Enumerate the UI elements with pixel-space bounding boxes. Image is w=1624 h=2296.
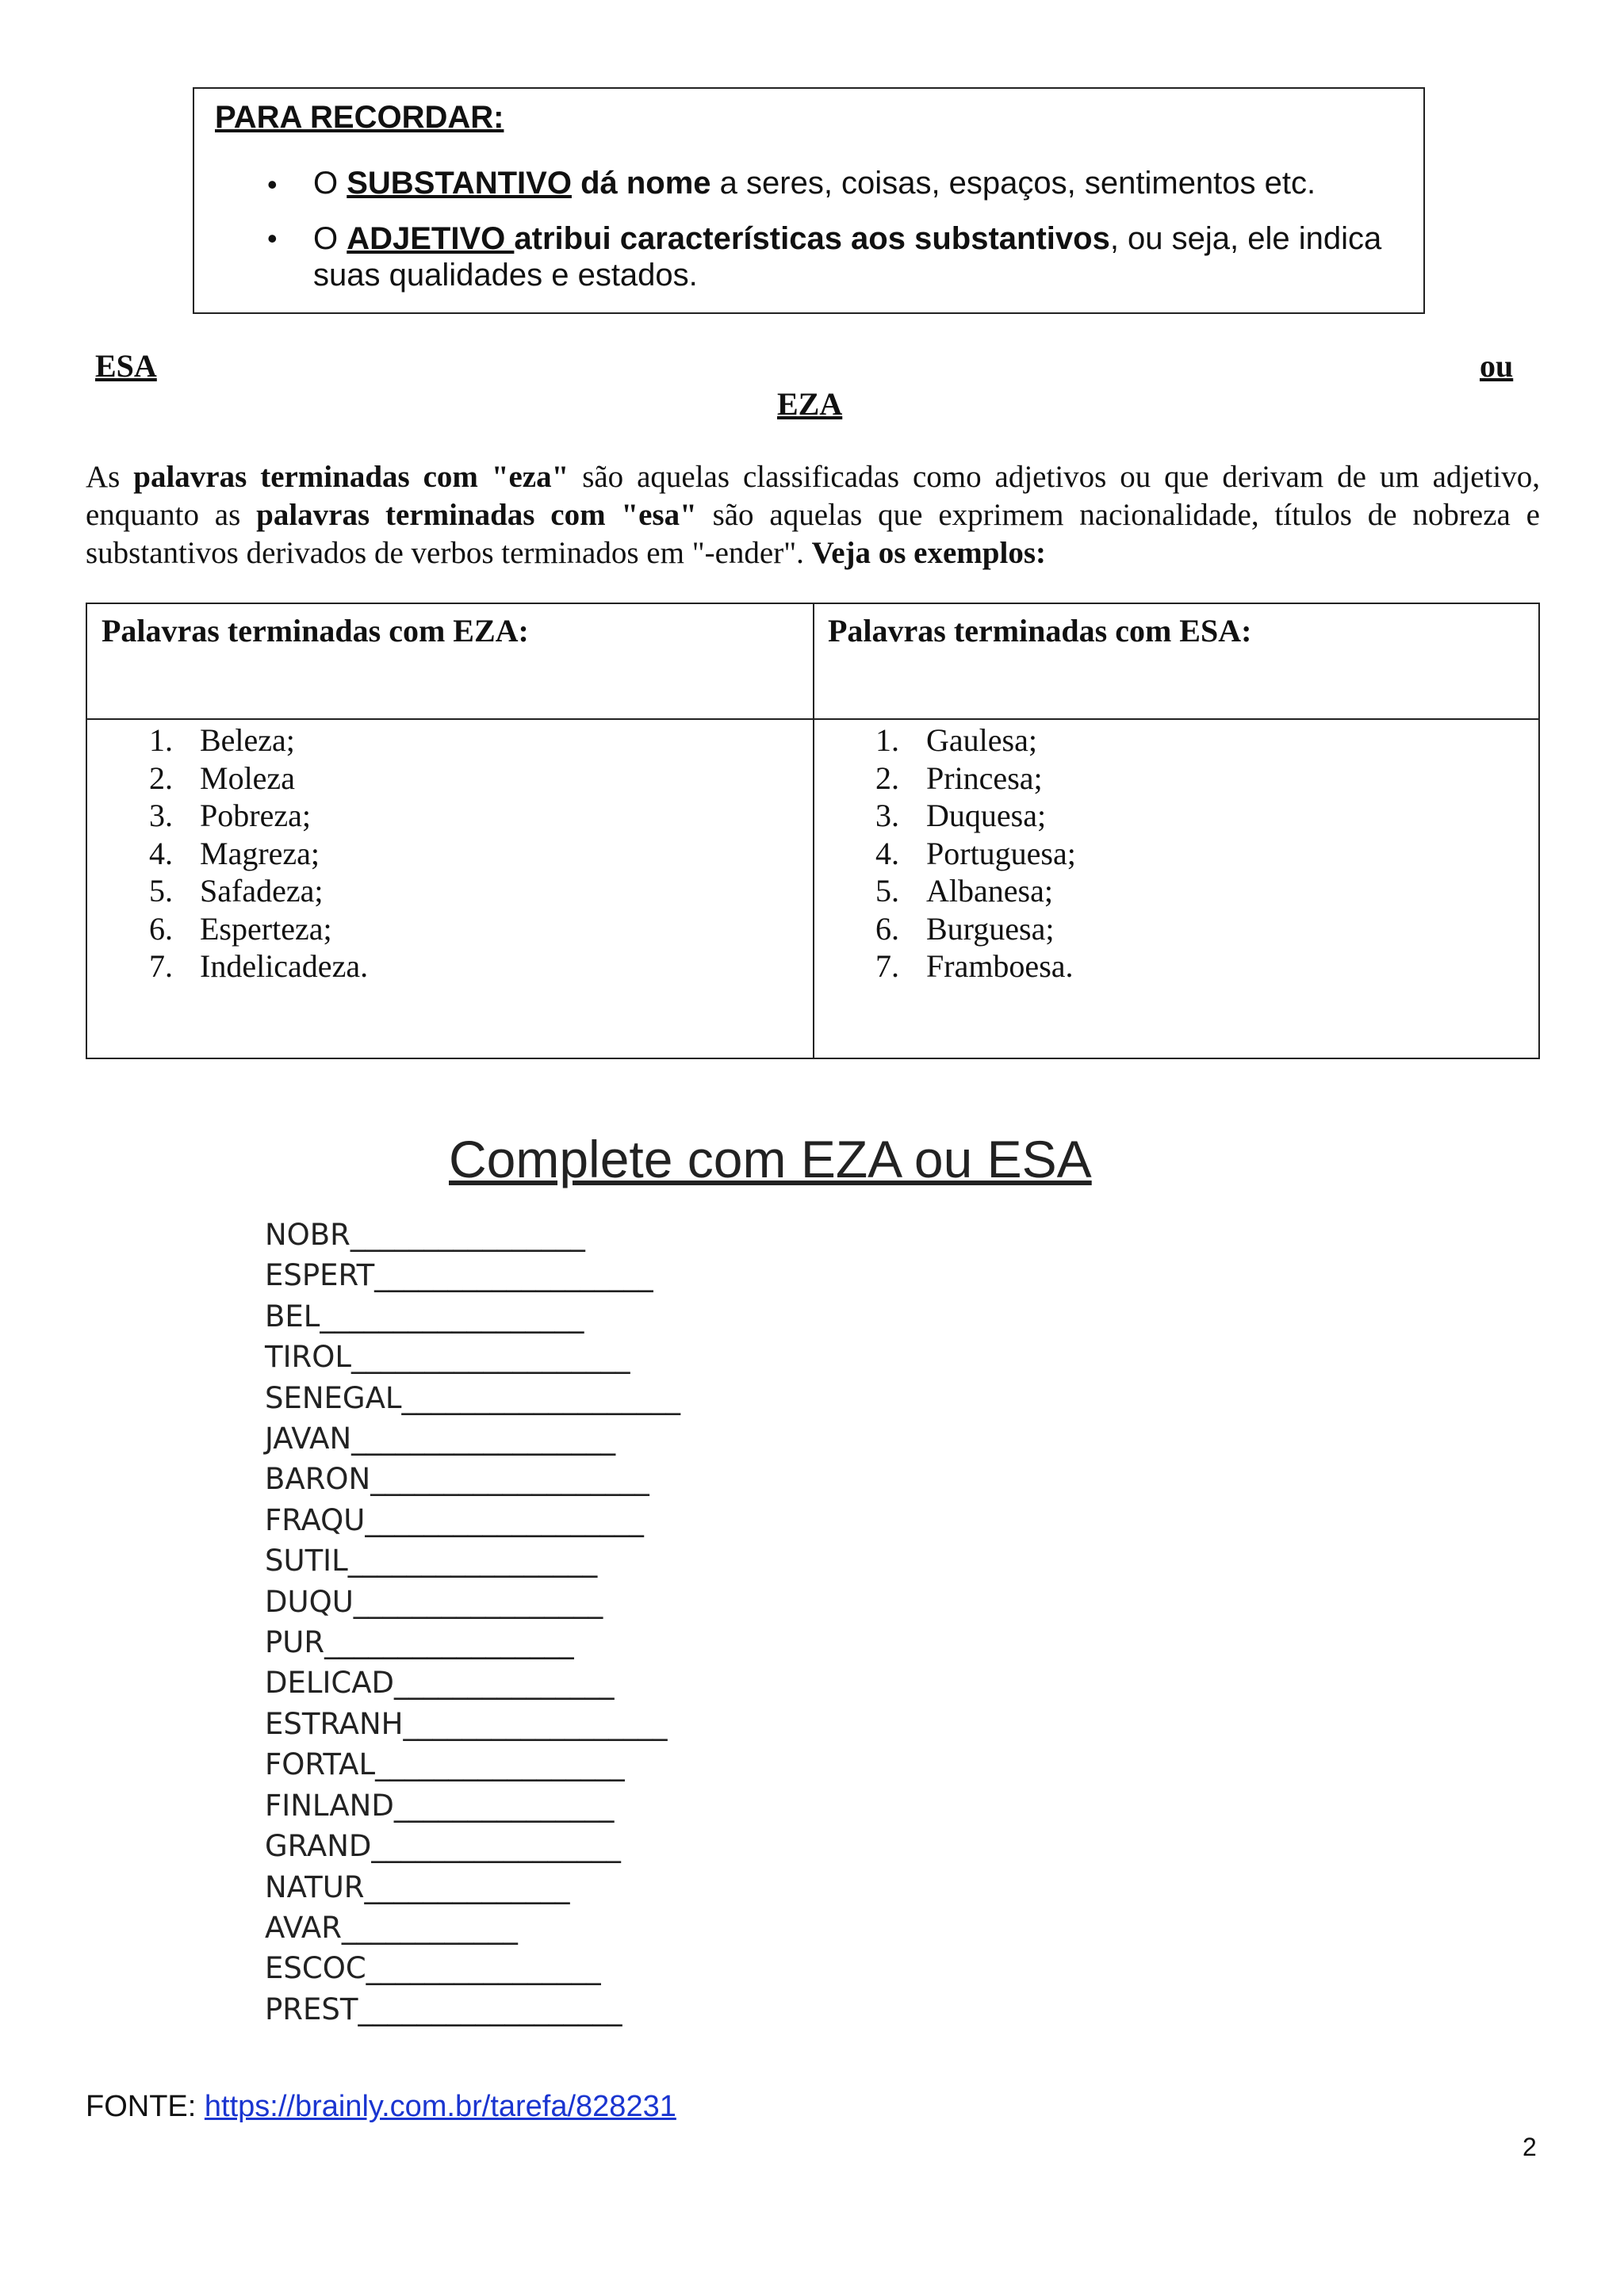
exercise-item: NATUR______________ [265,1869,570,1904]
exercise-item: BEL__________________ [265,1299,584,1334]
exercise-item: AVAR____________ [265,1910,518,1945]
list-item: 6. Burguesa; [875,910,1055,947]
exercise-item: DELICAD_______________ [265,1666,615,1701]
esa-list [875,721,1076,985]
list-item: 4. Magreza; [149,835,320,871]
exercise-item: BARON___________________ [265,1462,649,1497]
list-item: 3. Duquesa; [875,798,1047,833]
list-item: 1. Gaulesa; [875,722,1037,758]
exercise-item: ESTRANH__________________ [265,1706,668,1741]
examples-table [86,603,1540,1059]
exercise-item: ESPERT___________________ [265,1258,653,1293]
exercise-item: GRAND_________________ [265,1829,621,1864]
list-item: 7. Indelicadeza. [149,948,369,984]
substantivo-definition: O SUBSTANTIVO dá nome a seres, coisas, espaços, sentimentos etc. [313,166,1316,201]
list-item: 3. Pobreza; [149,798,311,833]
list-item: 2. Princesa; [875,760,1043,796]
exercise-item: SUTIL_________________ [265,1544,598,1578]
exercise-item: FINLAND_______________ [265,1788,615,1823]
exercise-item: ESCOC________________ [265,1951,601,1986]
exercise-item: DUQU_________________ [265,1584,603,1619]
source-line [86,2090,676,2124]
heading-esa: ESA [95,348,157,384]
heading-ou: ou [1480,348,1514,384]
source-link[interactable]: https://brainly.com.br/tarefa/828231 [204,2090,676,2123]
exercise-item: NOBR________________ [265,1218,585,1252]
exercise-item: PUR_________________ [265,1625,574,1660]
list-item: 5. Safadeza; [149,873,324,909]
list-item: 2. Moleza [149,760,295,796]
list-item: 6. Esperteza; [149,910,332,947]
exercise-item: TIROL___________________ [265,1340,630,1375]
list-item: 7. Framboesa. [875,948,1074,984]
exercise-list [265,1215,680,2030]
source-label: FONTE: [86,2090,205,2123]
page-number: 2 [1522,2133,1537,2161]
list-item: 4. Portuguesa; [875,835,1076,871]
exercise-item: PREST__________________ [265,1992,622,2026]
intro-paragraph: As palavras terminadas com "eza" são aquelas classificadas como adjetivos ou que derivam de um adjetivo, enquanto as palavras terminadas com "esa" são aquelas que exprimem nacionalidade, títulos de nobreza e substantivos derivados de verbos terminados em "-ender". Veja os exemplos: [86,460,1540,570]
exercise-item: JAVAN__________________ [265,1422,616,1456]
list-item: 5. Albanesa; [875,873,1053,909]
exercise-item: FRAQU___________________ [265,1502,644,1537]
list-item: 1. Beleza; [149,722,295,758]
heading-eza: EZA [777,386,843,422]
eza-list [149,721,368,985]
bullet-dot-icon: • [267,168,278,201]
exercise-item: FORTAL_________________ [265,1747,625,1782]
header-eza: Palavras terminadas com EZA: [102,613,529,649]
adjetivo-definition: O ADJETIVO atribui características aos substantivos, ou seja, ele indica suas qualidades e estados. [313,221,1382,293]
table-divider [87,718,1538,720]
para-recordar-title: PARA RECORDAR: [215,100,504,135]
exercise-title: Complete com EZA ou ESA [449,1130,1092,1188]
para-recordar-box [193,87,1425,314]
table-divider [813,604,814,1058]
exercise-item: SENEGAL___________________ [265,1380,681,1415]
header-esa: Palavras terminadas com ESA: [828,613,1252,649]
bullet-dot-icon: • [267,222,278,254]
